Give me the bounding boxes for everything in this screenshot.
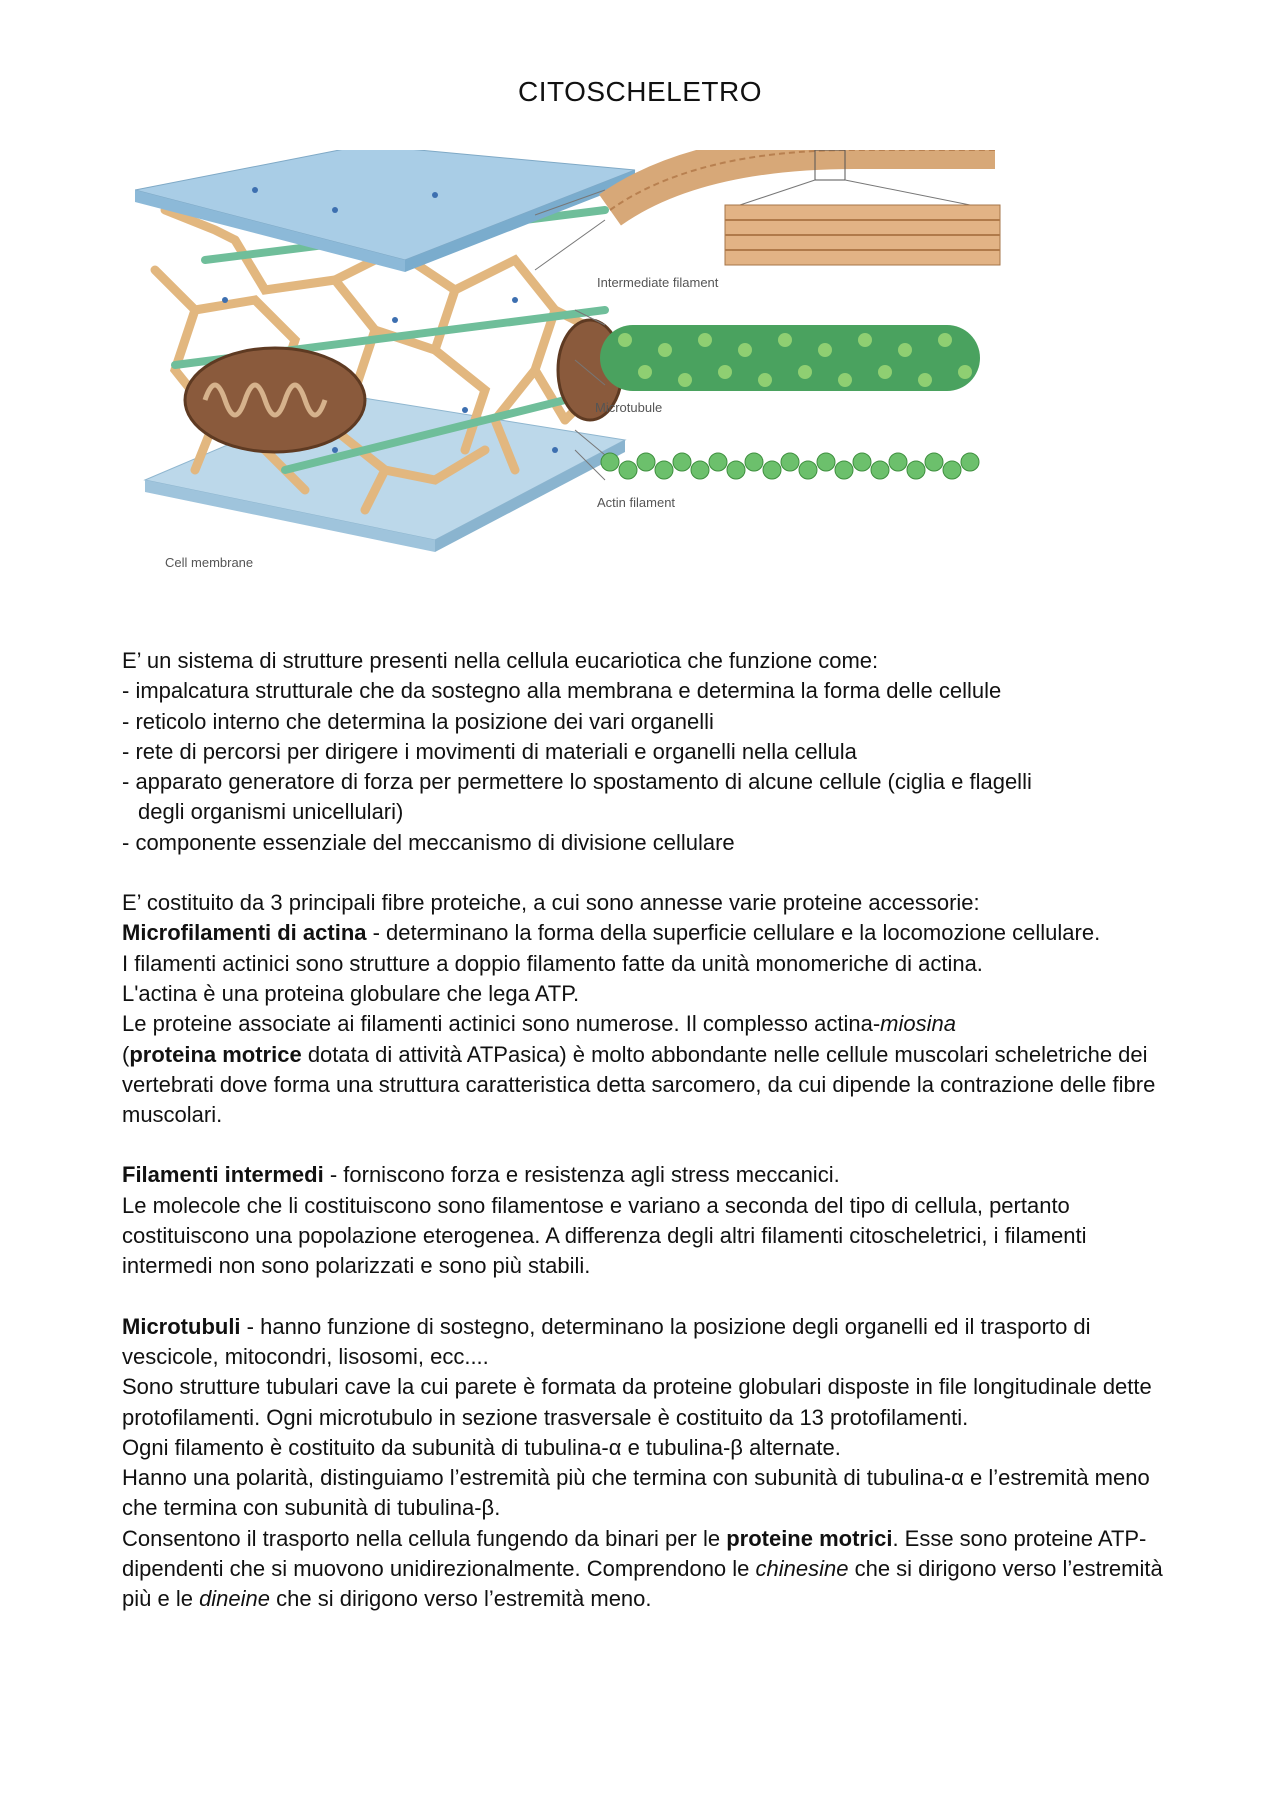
intro-item: - componente essenziale del meccanismo di divisione cellulare xyxy=(122,829,735,855)
intermediate-filament-drawing xyxy=(610,150,1000,265)
mitochondrion xyxy=(185,348,365,452)
miosina-term: miosina xyxy=(880,1011,956,1037)
label-microtubule: Microtubule xyxy=(595,400,663,415)
microfilaments-definition: Microfilamenti di actina - determinano la forma della superficie cellulare e la locomozione cellulare. xyxy=(122,920,1101,946)
microtubules-term: Microtubuli xyxy=(122,1313,241,1339)
microtubules-p1: Sono strutture tubulari cave la cui parete è formata da proteine globulari disposte in file longitudinale dette protofilamenti. Ogni microtubulo in sezione trasversale è costituito da 13 protofilamenti. xyxy=(122,1374,1152,1430)
page-title: CITOSCHELETRO xyxy=(517,76,763,107)
intro-item: - rete di percorsi per dirigere i movimenti di materiali e organelli nella cellula xyxy=(122,738,857,764)
composition-lead: E’ costituito da 3 principali fibre proteiche, a cui sono annesse varie proteine accessorie: xyxy=(122,890,980,916)
label-intermediate-filament: Intermediate filament xyxy=(597,275,719,290)
intermediate-body: Le molecole che li costituiscono sono filamentose e variano a seconda del tipo di cellula, pertanto costituiscono una popolazione eterogenea. A differenza degli altri filamenti citoscheletrici, i filamenti intermedi non sono polarizzati e sono più stabili. xyxy=(122,1192,1087,1279)
kinesins-term: chinesine xyxy=(755,1556,849,1582)
microtubules-p3: Hanno una polarità, distinguiamo l’estremità più che termina con subunità di tubulina-α e l’estremità meno che termina con subunità di tubulina-β. xyxy=(122,1465,1150,1521)
microtubules-p4: Consentono il trasporto nella cellula fungendo da binari per le proteine motrici. Esse sono proteine ATP-dipendenti che si muovono unidirezionalmente. Comprendono le chinesine che si dirigono verso l’estremità più e le dineine che si dirigono verso l’estremità meno. xyxy=(122,1525,1163,1612)
document-body xyxy=(122,646,1172,1615)
label-cell-membrane: Cell membrane xyxy=(165,555,254,570)
motor-protein-term: proteina motrice xyxy=(129,1041,302,1067)
intermediate-term: Filamenti intermedi xyxy=(122,1162,324,1188)
motor-proteins-term: proteine motrici xyxy=(726,1525,893,1551)
intro-lead: E’ un sistema di strutture presenti nella cellula eucariotica che funzione come: xyxy=(122,648,879,673)
microfilaments-term: Microfilamenti di actina xyxy=(122,920,367,946)
intro-item: - reticolo interno che determina la posizione dei vari organelli xyxy=(122,708,714,734)
microfilaments-paragraph: Le proteine associate ai filamenti actinici sono numerose. Il complesso actina-miosina (proteina motrice dotata di attività ATPasica) è molto abbondante nelle cellule muscolari scheletriche dei vertebrati dove forma una struttura caratteristica detta sarcomero, da cui dipende la contrazione delle fibre muscolari. xyxy=(122,1011,1156,1128)
intro-item: - apparato generatore di forza per permettere lo spostamento di alcune cellule (ciglia e flagelli xyxy=(122,769,1032,795)
microtubules-p2: Ogni filamento è costituito da subunità di tubulina-α e tubulina-β alternate. xyxy=(122,1434,841,1460)
intermediate-definition: Filamenti intermedi - forniscono forza e resistenza agli stress meccanici. xyxy=(122,1162,840,1188)
intro-item: degli organismi unicellulari) xyxy=(138,799,404,825)
microtubule-drawing xyxy=(600,325,980,391)
intro-item: - impalcatura strutturale che da sostegno alla membrana e determina la forma delle cellule xyxy=(122,678,1002,704)
dyneins-term: dineine xyxy=(199,1586,271,1612)
label-actin-filament: Actin filament xyxy=(597,495,676,510)
microfilaments-line: L'actina è una proteina globulare che lega ATP. xyxy=(122,980,580,1006)
actin-filament-drawing xyxy=(601,453,979,479)
cytoskeleton-illustration xyxy=(135,150,1145,600)
microfilaments-line: I filamenti actinici sono strutture a doppio filamento fatte da unità monomeriche di actina. xyxy=(122,950,983,976)
microtubules-definition: Microtubuli - hanno funzione di sostegno, determinano la posizione degli organelli ed il trasporto di vescicole, mitocondri, lisosomi, ecc.... xyxy=(122,1313,1091,1369)
